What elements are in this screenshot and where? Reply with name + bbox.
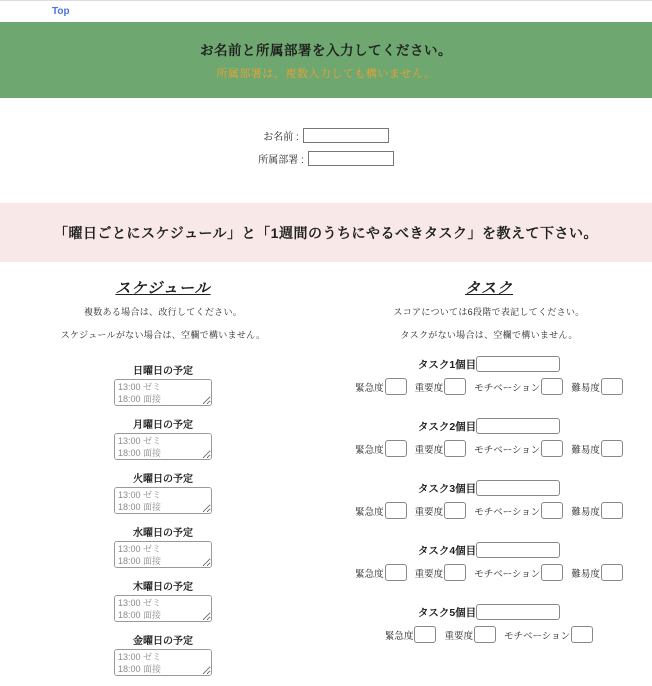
task-3-difficulty-label: 難易度 — [571, 506, 600, 518]
task-5-urgency-group — [385, 626, 437, 643]
friday-schedule-textarea[interactable] — [114, 649, 212, 676]
task-1-label: タスク1個目 — [417, 358, 477, 371]
task-4-motivation-group — [474, 564, 563, 581]
day-label-friday: 金曜日の予定 — [133, 636, 193, 647]
task-3-urgency-input[interactable] — [385, 502, 407, 519]
task-5-motivation-label: モチベーション — [503, 630, 571, 642]
task-4-importance-input[interactable] — [444, 564, 466, 581]
task-2-name-row — [326, 418, 652, 434]
task-1-score-row — [326, 378, 652, 395]
top-link[interactable]: Top — [52, 6, 70, 17]
task-2-difficulty-input[interactable] — [601, 440, 623, 457]
day-label-monday: 月曜日の予定 — [133, 420, 193, 431]
task-2-importance-group — [415, 440, 467, 457]
task-3-motivation-input[interactable] — [541, 502, 563, 519]
task-3-input[interactable] — [476, 480, 560, 496]
day-label-wednesday: 水曜日の予定 — [133, 528, 193, 539]
name-section-note: 所属部署は、複数入力しても構いません。 — [216, 68, 436, 80]
task-4-motivation-label: モチベーション — [474, 568, 541, 580]
task-2-motivation-label: モチベーション — [474, 444, 541, 456]
task-2-label: タスク2個目 — [417, 420, 477, 433]
schedule-note-1: 複数ある場合は、改行してください。 — [83, 307, 243, 317]
name-input[interactable] — [303, 128, 389, 143]
schedule-task-columns — [0, 262, 652, 686]
task-3-urgency-group — [355, 502, 407, 519]
name-section-heading: お名前と所属部署を入力してください。 — [200, 43, 452, 58]
tuesday-schedule-textarea[interactable] — [114, 487, 212, 514]
task-2-urgency-group — [355, 440, 407, 457]
task-1-urgency-group — [355, 378, 407, 395]
task-5-input[interactable] — [476, 604, 560, 620]
task-2-urgency-label: 緊急度 — [355, 444, 384, 456]
day-label-tuesday: 火曜日の予定 — [133, 474, 193, 485]
task-3-importance-group — [415, 502, 467, 519]
task-2-motivation-group — [474, 440, 563, 457]
task-4-motivation-input[interactable] — [541, 564, 563, 581]
task-4-importance-group — [415, 564, 467, 581]
task-3-motivation-group — [474, 502, 563, 519]
task-3-motivation-label: モチベーション — [474, 506, 541, 518]
task-1-name-row — [326, 356, 652, 372]
department-field-label: 所属部署 : — [258, 155, 304, 166]
task-3-urgency-label: 緊急度 — [355, 506, 384, 518]
task-1-difficulty-group — [571, 378, 623, 395]
top-navigation-bar — [0, 0, 652, 22]
task-5-urgency-label: 緊急度 — [384, 630, 414, 642]
task-5-motivation-input[interactable] — [571, 626, 593, 643]
task-2-difficulty-group — [571, 440, 623, 457]
task-5-motivation-group — [504, 626, 593, 643]
task-5-importance-label: 重要度 — [444, 630, 473, 642]
task-4-importance-label: 重要度 — [414, 568, 444, 580]
thursday-schedule-textarea[interactable] — [114, 595, 212, 622]
task-column — [326, 262, 652, 686]
task-5-label: タスク5個目 — [417, 606, 477, 619]
schedule-note-2: スケジュールがない場合は、空欄で構いません。 — [60, 330, 266, 340]
task-1-motivation-group — [474, 378, 563, 395]
task-1-input[interactable] — [476, 356, 560, 372]
task-3-label: タスク3個目 — [417, 482, 477, 495]
task-2-urgency-input[interactable] — [385, 440, 407, 457]
task-3-importance-input[interactable] — [444, 502, 466, 519]
task-5-importance-group — [444, 626, 496, 643]
task-3-name-row — [326, 480, 652, 496]
task-4-urgency-group — [355, 564, 407, 581]
sunday-schedule-textarea[interactable] — [114, 379, 212, 406]
name-field-row — [0, 128, 652, 143]
task-1-importance-input[interactable] — [444, 378, 466, 395]
task-2-input[interactable] — [476, 418, 560, 434]
task-4-label: タスク4個目 — [417, 544, 477, 557]
monday-schedule-textarea[interactable] — [114, 433, 212, 460]
wednesday-schedule-textarea[interactable] — [114, 541, 212, 568]
task-4-input[interactable] — [476, 542, 560, 558]
task-note-1: スコアについては6段階で表記してください。 — [393, 307, 585, 317]
task-4-name-row — [326, 542, 652, 558]
task-3-importance-label: 重要度 — [414, 506, 444, 518]
name-field-label: お名前 : — [263, 132, 299, 143]
task-2-importance-input[interactable] — [444, 440, 466, 457]
task-note-2: タスクがない場合は、空欄で構いません。 — [400, 330, 578, 340]
day-block-wednesday — [0, 524, 326, 568]
task-3-difficulty-group — [571, 502, 623, 519]
name-section-banner — [0, 22, 652, 98]
day-block-monday — [0, 416, 326, 460]
task-1-urgency-label: 緊急度 — [355, 382, 384, 394]
schedule-task-heading: 「曜日ごとにスケジュール」と「1週間のうちにやるべきタスク」を教えて下さい。 — [54, 224, 598, 241]
task-4-urgency-label: 緊急度 — [355, 568, 384, 580]
task-1-difficulty-input[interactable] — [601, 378, 623, 395]
task-1-motivation-label: モチベーション — [474, 382, 541, 394]
task-1-difficulty-label: 難易度 — [571, 382, 600, 394]
task-1-motivation-input[interactable] — [541, 378, 563, 395]
task-2-score-row — [326, 440, 652, 457]
task-5-name-row — [326, 604, 652, 620]
task-2-difficulty-label: 難易度 — [571, 444, 600, 456]
task-2-motivation-input[interactable] — [541, 440, 563, 457]
department-input[interactable] — [308, 151, 394, 166]
task-4-difficulty-label: 難易度 — [571, 568, 600, 580]
schedule-title: スケジュール — [115, 280, 211, 297]
task-3-score-row — [326, 502, 652, 519]
department-field-row — [0, 151, 652, 166]
task-1-urgency-input[interactable] — [385, 378, 407, 395]
task-block-4 — [326, 542, 652, 581]
schedule-task-banner — [0, 203, 652, 262]
day-block-thursday — [0, 578, 326, 622]
task-3-difficulty-input[interactable] — [601, 502, 623, 519]
task-block-5 — [326, 604, 652, 643]
day-block-tuesday — [0, 470, 326, 514]
task-4-difficulty-group — [571, 564, 623, 581]
task-title: タスク — [464, 280, 513, 297]
task-4-difficulty-input[interactable] — [601, 564, 623, 581]
profile-form — [0, 98, 652, 203]
task-1-importance-label: 重要度 — [414, 382, 444, 394]
task-5-score-row — [326, 626, 652, 643]
schedule-column — [0, 262, 326, 686]
task-2-importance-label: 重要度 — [414, 444, 444, 456]
day-label-sunday: 日曜日の予定 — [133, 366, 193, 377]
task-5-urgency-input[interactable] — [414, 626, 436, 643]
day-block-friday — [0, 632, 326, 676]
task-5-importance-input[interactable] — [474, 626, 496, 643]
task-4-urgency-input[interactable] — [385, 564, 407, 581]
task-1-importance-group — [415, 378, 467, 395]
day-label-thursday: 木曜日の予定 — [133, 582, 193, 593]
day-block-sunday — [0, 362, 326, 406]
task-4-score-row — [326, 564, 652, 581]
task-block-2 — [326, 418, 652, 457]
task-block-1 — [326, 356, 652, 395]
task-block-3 — [326, 480, 652, 519]
